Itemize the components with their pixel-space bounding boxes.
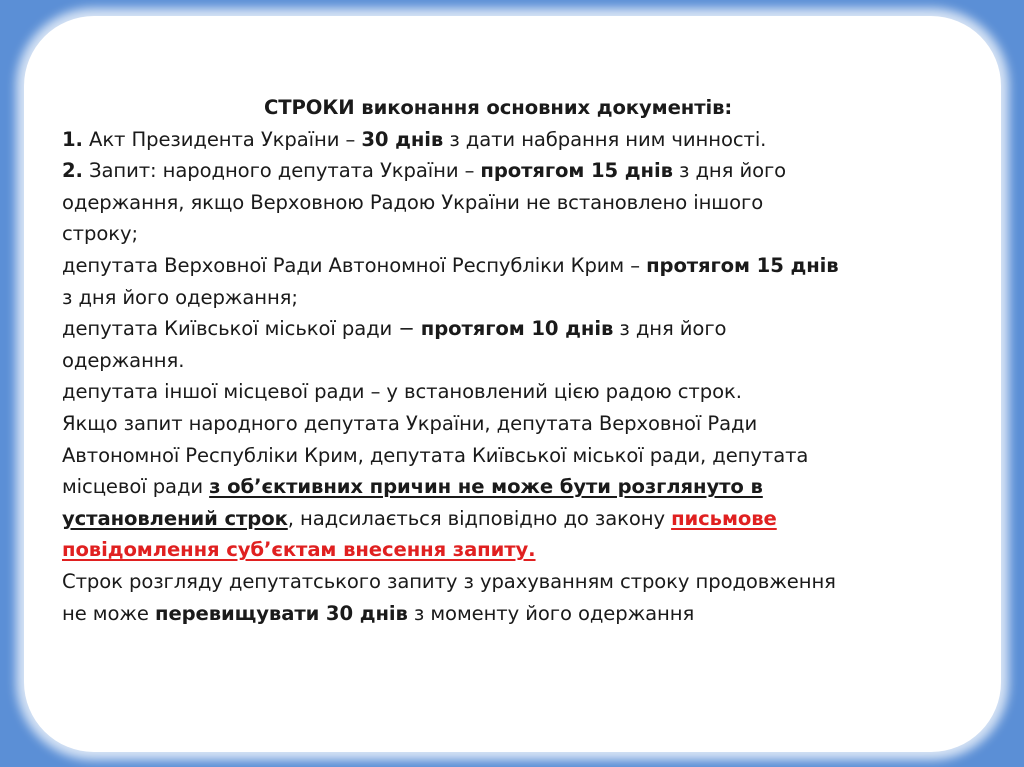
written-notice-text: письмове <box>671 506 777 530</box>
term-line-2 <box>62 598 982 630</box>
objective-reasons-text: з об’єктивних причин не може бути розглянуто в <box>209 475 763 499</box>
kyiv-line-1 <box>62 313 982 345</box>
item-2-number: 2. <box>62 159 83 183</box>
item-1-text-a: Акт Президента України – <box>82 127 362 151</box>
crimea-deadline: протягом 15 днів <box>646 253 839 277</box>
item-1 <box>62 124 982 156</box>
if-clause-line-3 <box>62 471 982 503</box>
if-clause-line-1: Якщо запит народного депутата України, депутата Верховної Ради <box>62 411 758 435</box>
kyiv-deadline: протягом 10 днів <box>420 317 614 341</box>
if-clause-line-5 <box>62 534 982 566</box>
notification-text: повідомлення суб’єктам внесення запиту. <box>62 538 536 562</box>
item-1-number: 1. <box>62 127 83 151</box>
if-clause-text-a: місцевої ради <box>62 475 210 499</box>
item-2-line-1 <box>62 155 982 187</box>
term-max-deadline: перевищувати 30 днів <box>155 601 408 625</box>
term-text-a: не може <box>62 601 155 625</box>
item-2-deadline: протягом 15 днів <box>480 159 673 183</box>
item-2-line-2: одержання, якщо Верховною Радою України не встановлено іншого <box>62 190 764 214</box>
document-text <box>62 92 982 629</box>
term-line-1: Строк розгляду депутатського запиту з урахуванням строку продовження <box>62 569 836 593</box>
document-title: СТРОКИ виконання основних документів: <box>264 96 733 119</box>
kyiv-line-2: одержання. <box>62 348 185 372</box>
if-clause-text-b: , надсилається відповідно до закону <box>287 506 672 530</box>
kyiv-text-a: депутата Київської міської ради − <box>62 317 421 341</box>
item-2-text-b: з дня його <box>672 159 787 183</box>
crimea-line-1 <box>62 250 982 282</box>
kyiv-text-b: з дня його <box>613 317 727 341</box>
item-1-deadline: 30 днів <box>361 127 444 151</box>
if-clause-line-2: Автономної Республіки Крим, депутата Київської міської ради, депутата <box>62 443 809 467</box>
item-2-line-3: строку; <box>62 222 138 246</box>
established-term-text: установлений строк <box>62 506 288 530</box>
item-2-text-a: Запит: народного депутата України – <box>82 159 481 183</box>
if-clause-line-4 <box>62 503 982 535</box>
local-council-line: депутата іншої місцевої ради – у встановлений цією радою строк. <box>62 380 742 404</box>
crimea-text-a: депутата Верховної Ради Автономної Республіки Крим – <box>62 253 647 277</box>
crimea-line-2: з дня його одержання; <box>62 285 298 309</box>
item-1-text-b: з дати набрання ним чинності. <box>443 127 767 151</box>
term-text-b: з моменту його одержання <box>407 601 695 625</box>
